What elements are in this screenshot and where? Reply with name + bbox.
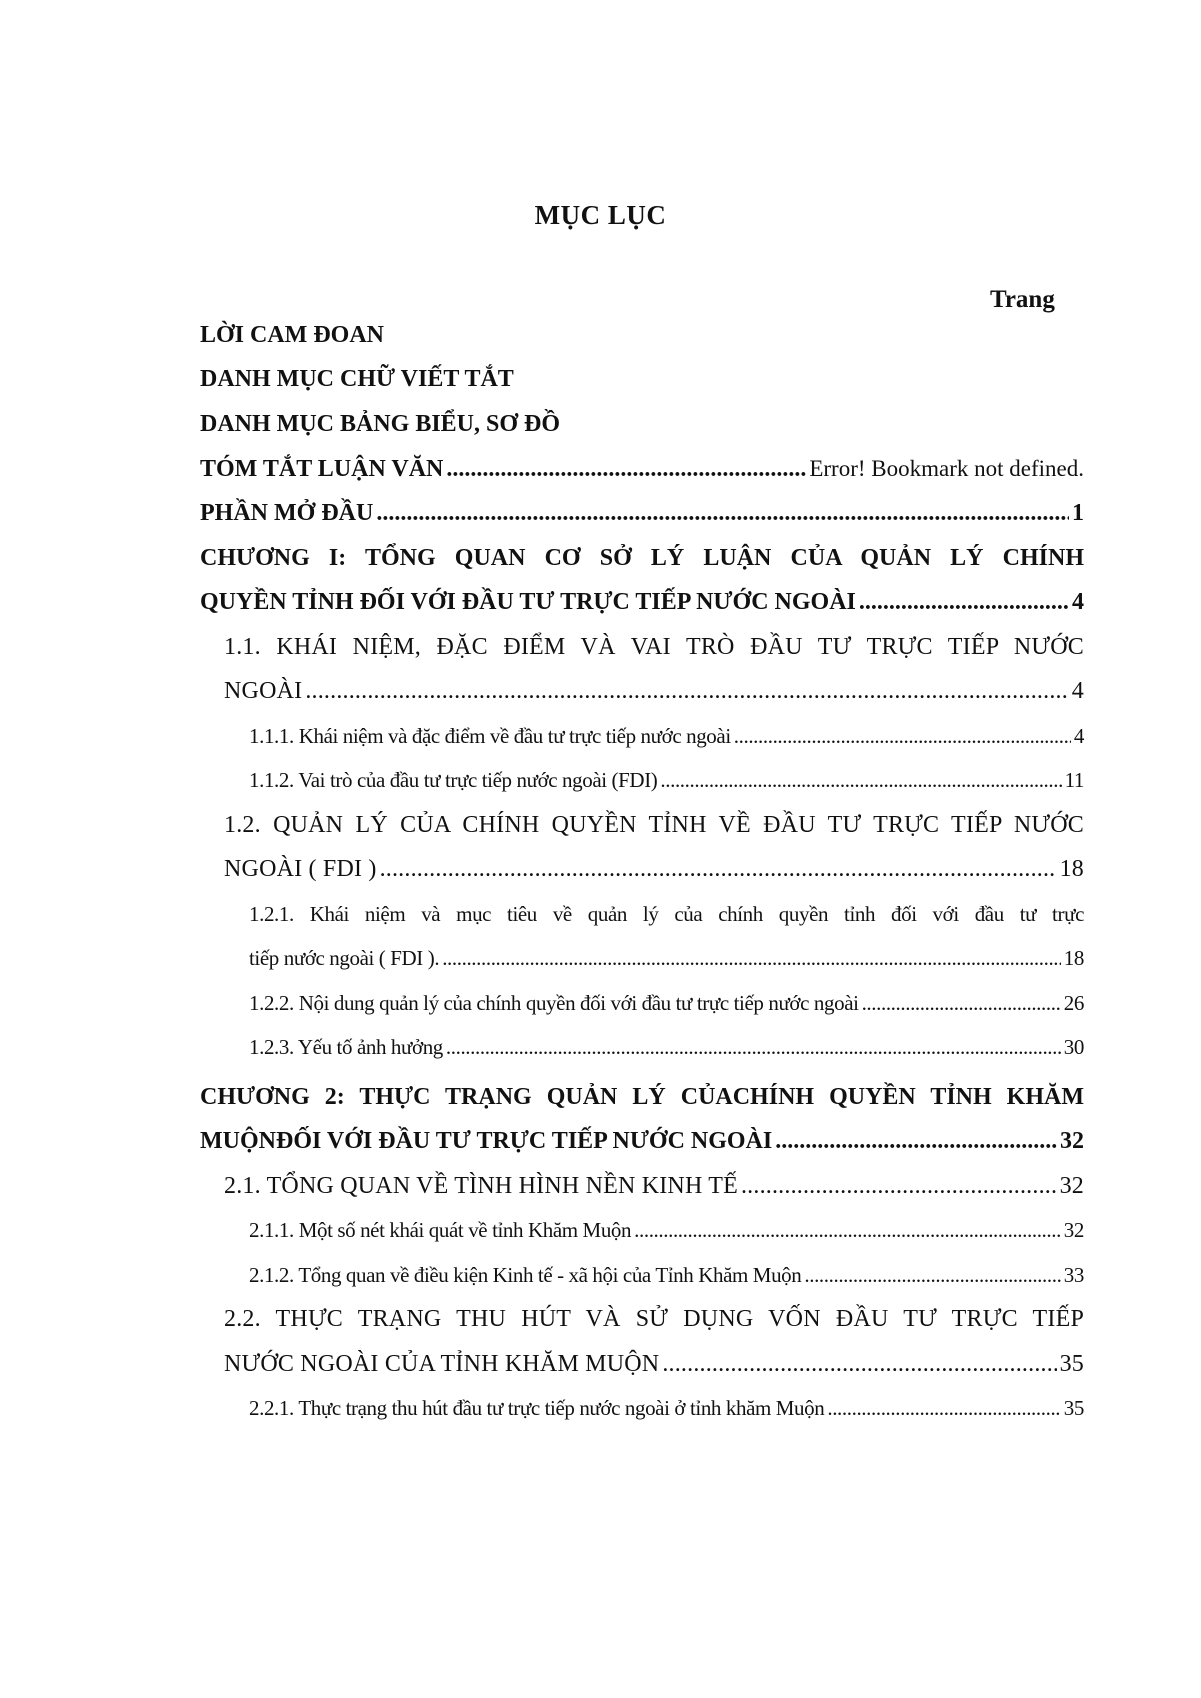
toc-entry-text: DANH MỤC CHỮ VIẾT TẮT (200, 366, 514, 392)
toc-entry-text: TÓM TẮT LUẬN VĂN (200, 456, 444, 482)
toc-entry-page: 18 (1059, 856, 1084, 882)
toc-entry-text: LỜI CAM ĐOAN (200, 322, 384, 348)
toc-entry-page: 35 (1063, 1396, 1084, 1420)
toc-entry-text: 2.2.1. Thực trạng thu hút đầu tư trực tiếp nước ngoài ở tỉnh khăm Muộn (249, 1396, 825, 1420)
dot-leader (634, 1213, 1061, 1247)
toc-entry-abbreviations[interactable] (200, 362, 514, 396)
toc-entry-page: 11 (1064, 768, 1084, 792)
toc-entry-text: NGOÀI ( FDI ) (224, 856, 377, 882)
dot-leader (446, 1030, 1061, 1064)
toc-entry-loi-cam-doan[interactable] (200, 318, 384, 352)
toc-entry-1-2[interactable] (224, 852, 1084, 886)
toc-entry-text: 1.2.3. Yếu tố ảnh hưởng (249, 1035, 443, 1059)
dot-leader (827, 1391, 1060, 1425)
toc-entry-chapter-2-line1[interactable]: CHƯƠNG 2: THỰC TRẠNG QUẢN LÝ CỦACHÍNH QUYỀN TỈNH KHĂM (200, 1084, 1084, 1110)
dot-leader (775, 1124, 1057, 1158)
toc-entry-2-2[interactable] (224, 1347, 1084, 1381)
page-title: MỤC LỤC (534, 200, 667, 230)
toc-entry-page: 30 (1063, 1035, 1084, 1059)
toc-entry-text: tiếp nước ngoài ( FDI ). (249, 946, 440, 970)
toc-entry-text: 1.1.1. Khái niệm và đặc điểm về đầu tư trực tiếp nước ngoài (249, 724, 731, 748)
toc-entry-page: 26 (1063, 991, 1084, 1015)
toc-entry-1-1[interactable] (224, 674, 1084, 708)
toc-entry-page: 32 (1063, 1218, 1084, 1242)
toc-entry-1-1-2[interactable] (249, 763, 1084, 797)
toc-entry-text: MUỘNĐỐI VỚI ĐẦU TƯ TRỰC TIẾP NƯỚC NGOÀI (200, 1128, 773, 1154)
dot-leader (859, 585, 1069, 619)
dot-leader (862, 986, 1061, 1020)
toc-entry-2-1-1[interactable] (249, 1213, 1084, 1247)
dot-leader (660, 763, 1061, 797)
toc-entry-1-2-2[interactable] (249, 986, 1084, 1020)
toc-entry-page: 1 (1072, 500, 1084, 526)
toc-entry-page: 32 (1059, 1173, 1084, 1199)
toc-entry-2-2-1[interactable] (249, 1391, 1084, 1425)
toc-entry-chapter-2[interactable] (200, 1124, 1084, 1158)
toc-entry-summary[interactable] (200, 452, 1084, 486)
toc-entry-page: 33 (1063, 1263, 1084, 1287)
toc-entry-page: 4 (1071, 678, 1084, 704)
toc-entry-1-2-1[interactable] (249, 941, 1084, 975)
toc-entry-2-2-line1[interactable]: 2.2. THỰC TRẠNG THU HÚT VÀ SỬ DỤNG VỐN ĐẦU TƯ TRỰC TIẾP (224, 1306, 1084, 1332)
dot-leader (376, 496, 1069, 530)
toc-entry-text: 2.1. TỔNG QUAN VỀ TÌNH HÌNH NỀN KINH TẾ (224, 1173, 738, 1199)
toc-entry-page: 4 (1073, 724, 1084, 748)
dot-leader (804, 1258, 1060, 1292)
toc-entry-text: 1.1.2. Vai trò của đầu tư trực tiếp nước ngoài (FDI) (249, 768, 658, 792)
toc-entry-page: 35 (1059, 1351, 1084, 1377)
toc-entry-text: 2.1.1. Một số nét khái quát về tỉnh Khăm Muộn (249, 1218, 632, 1242)
toc-entry-1-2-line1[interactable]: 1.2. QUẢN LÝ CỦA CHÍNH QUYỀN TỈNH VỀ ĐẦU TƯ TRỰC TIẾP NƯỚC (224, 812, 1084, 838)
toc-entry-chapter-1[interactable] (200, 585, 1084, 619)
toc-entry-page: 18 (1063, 946, 1084, 970)
toc-entry-1-1-line1[interactable]: 1.1. KHÁI NIỆM, ĐẶC ĐIỂM VÀ VAI TRÒ ĐẦU TƯ TRỰC TIẾP NƯỚC (224, 634, 1084, 660)
dot-leader (446, 452, 806, 486)
toc-entry-text: PHẦN MỞ ĐẦU (200, 500, 374, 526)
dot-leader (380, 852, 1057, 886)
toc-entry-page: 32 (1060, 1128, 1084, 1154)
toc-entry-2-1-2[interactable] (249, 1258, 1084, 1292)
dot-leader (734, 719, 1071, 753)
toc-entry-1-2-1-line1[interactable]: 1.2.1. Khái niệm và mục tiêu về quản lý của chính quyền tỉnh đối với đầu tư trực (249, 902, 1084, 926)
toc-entry-tables-figures[interactable] (200, 407, 560, 441)
dot-leader (741, 1169, 1057, 1203)
toc-entry-page: Error! Bookmark not defined. (809, 456, 1084, 481)
toc-entry-chapter-1-line1[interactable]: CHƯƠNG I: TỔNG QUAN CƠ SỞ LÝ LUẬN CỦA QUẢN LÝ CHÍNH (200, 545, 1084, 571)
toc-entry-text: NGOÀI (224, 678, 303, 704)
toc-entry-text: 2.1.2. Tổng quan về điều kiện Kinh tế - xã hội của Tỉnh Khăm Muộn (249, 1263, 802, 1287)
toc-entry-2-1[interactable] (224, 1169, 1084, 1203)
toc-entry-text: 1.2.2. Nội dung quản lý của chính quyền đối với đầu tư trực tiếp nước ngoài (249, 991, 859, 1015)
toc-entry-1-1-1[interactable] (249, 719, 1084, 753)
toc-entry-text: NƯỚC NGOÀI CỦA TỈNH KHĂM MUỘN (224, 1351, 660, 1377)
dot-leader (442, 941, 1061, 975)
toc-entry-text: QUYỀN TỈNH ĐỐI VỚI ĐẦU TƯ TRỰC TIẾP NƯỚC NGOÀI (200, 589, 856, 615)
toc-entry-introduction[interactable] (200, 496, 1084, 530)
toc-entry-page: 4 (1072, 589, 1084, 615)
page-column-header: Trang (990, 286, 1055, 313)
toc-entry-text: DANH MỤC BẢNG BIỂU, SƠ ĐỒ (200, 411, 561, 437)
toc-entry-1-2-3[interactable] (249, 1030, 1084, 1064)
dot-leader (305, 674, 1068, 708)
dot-leader (662, 1347, 1056, 1381)
